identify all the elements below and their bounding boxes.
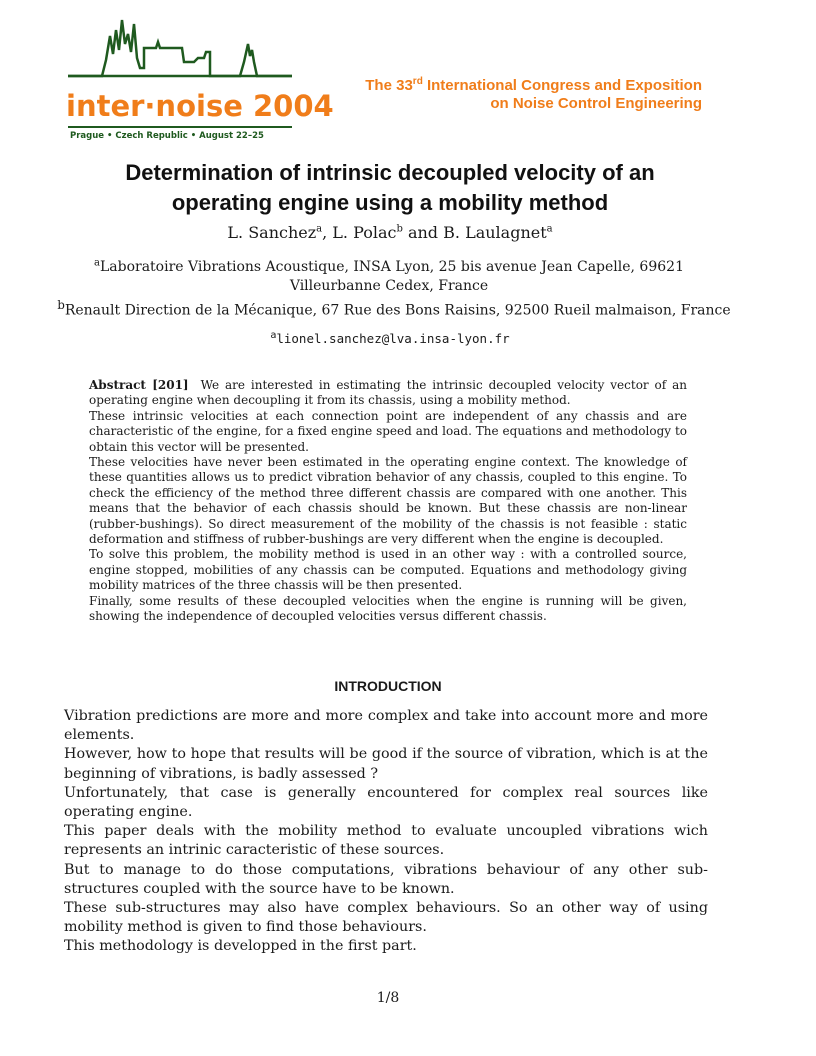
abstract-paragraph: Finally, some results of these decoupled velocities when the engine is running will be given, showing the independence of decoupled velocities versus different chassis. xyxy=(89,593,687,624)
abstract-paragraph: To solve this problem, the mobility method is used in an other way : with a controlled source, engine stopped, mobilities of any chassis can be computed. Equations and methodology giving mobility matrices of the three chassis will be then presented. xyxy=(89,547,687,593)
abstract xyxy=(89,378,687,625)
skyline-graphic xyxy=(64,14,296,94)
intro-paragraph: However, how to hope that results will be good if the source of vibration, which is at the beginning of vibrations, is badly assessed ? xyxy=(64,746,708,782)
abstract-heading: Abstract [201] xyxy=(89,378,189,392)
intro-paragraph: This methodology is developped in the first part. xyxy=(64,938,417,955)
author-email: $^a$lionel.sanchez@lva.insa-lyon.fr xyxy=(270,329,510,346)
intro-paragraph: These sub-structures may also have complex behaviours. So an other way of using mobility method is given to find those behaviours. xyxy=(64,900,708,936)
conference-header xyxy=(365,77,702,113)
conference-logo xyxy=(64,14,334,141)
intro-paragraph: This paper deals with the mobility method to evaluate uncoupled vibrations wich represents an intrinic caracteristic of these sources. xyxy=(64,823,708,859)
intro-paragraph: Vibration predictions are more and more complex and take into account more and more elements. xyxy=(64,708,708,744)
abstract-paragraph: These velocities have never been estimated in the operating engine context. The knowledge of these quantities allows us to predict vibration behavior of any chassis, coupled to this engine. To check the efficiency of the method three different chassis are compared with one another. This means that the behavior of each chassis should be known. But these chassis are non-linear (rubber-bushings). So direct measurement of the mobility of the chassis is not feasible : static deformation and stiffness of rubber-bushings are very different when the engine is decoupled. xyxy=(89,455,687,547)
section-heading-introduction: INTRODUCTION xyxy=(334,678,442,694)
page-number: 1/8 xyxy=(376,990,400,1006)
logo-wordmark: inter·noise 2004 xyxy=(66,89,334,123)
abstract-paragraph: Abstract [201] We are interested in estimating the intrinsic decoupled velocity vector of an operating engine when decoupling it from its chassis, using a mobility method. xyxy=(89,378,688,408)
affiliation-b: $^b$Renault Direction de la Mécanique, 67 Rue des Bons Raisins, 92500 Rueil malmaison, France xyxy=(57,298,731,319)
paper-title: Determination of intrinsic decoupled velocity of an operating engine using a mobility method xyxy=(125,160,655,215)
conference-line-2: on Noise Control Engineering xyxy=(490,95,702,112)
introduction-body xyxy=(64,707,708,957)
logo-location: Prague • Czech Republic • August 22–25 xyxy=(70,131,264,141)
conference-line-1: The 33rd International Congress and Exposition xyxy=(365,76,702,94)
affiliation-a: $^a$Laboratoire Vibrations Acoustique, INSA Lyon, 25 bis avenue Jean Capelle, 69621 Villeurbanne Cedex, France xyxy=(94,257,684,294)
authors: L. Sanchez$^a$, L. Polac$^b$ and B. Laulagnet$^a$ xyxy=(227,223,553,242)
intro-paragraph: But to manage to do those computations, vibrations behaviour of any other sub-structures coupled with the source have to be known. xyxy=(64,861,708,897)
logo-underline xyxy=(64,124,296,130)
abstract-paragraph: These intrinsic velocities at each connection point are independent of any chassis and are characteristic of the engine, for a fixed engine speed and load. The equations and methodology to obtain this vector will be presented. xyxy=(89,408,687,454)
intro-paragraph: Unfortunately, that case is generally encountered for complex real sources like operating engine. xyxy=(64,784,708,821)
